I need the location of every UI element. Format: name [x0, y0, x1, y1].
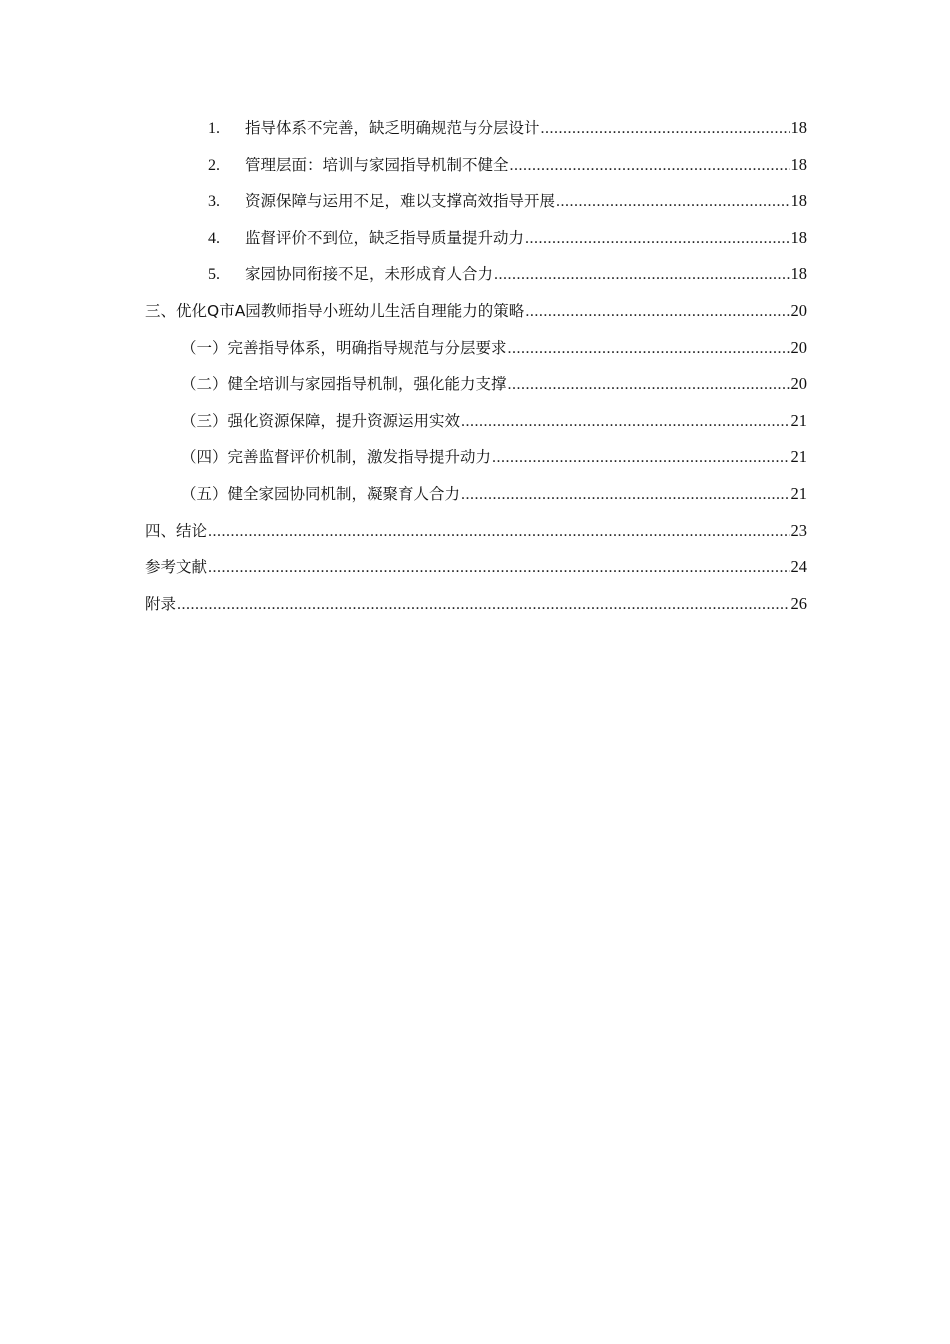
- toc-entry-page: 26: [790, 593, 807, 613]
- toc-entry-page: 18: [790, 154, 807, 174]
- toc-entry-title: （五）健全家园协同机制，凝聚育人合力: [181, 484, 461, 503]
- toc-entry-title: 监督评价不到位，缺乏指导质量提升动力: [245, 228, 525, 247]
- toc-entry[interactable]: [181, 439, 807, 476]
- toc-dot-leader: [461, 404, 789, 441]
- toc-dot-leader: [556, 184, 789, 221]
- toc-entry[interactable]: [181, 403, 807, 440]
- toc-entry-page: 20: [790, 300, 807, 320]
- toc-entry[interactable]: [208, 220, 807, 257]
- toc-entry[interactable]: [145, 549, 807, 586]
- toc-dot-leader: [541, 111, 790, 148]
- toc-entry-title: 四、结论: [145, 521, 208, 540]
- toc-entry-title: （三）强化资源保障，提升资源运用实效: [181, 411, 461, 430]
- table-of-contents: [0, 110, 950, 622]
- toc-entry-number: 2.: [208, 156, 220, 174]
- toc-entry-title: （二）健全培训与家园指导机制，强化能力支撑: [181, 375, 507, 394]
- toc-dot-leader: [525, 294, 789, 331]
- toc-entry[interactable]: [145, 513, 807, 550]
- toc-entry-number: 5.: [208, 266, 220, 284]
- toc-dot-leader: [492, 440, 789, 477]
- toc-dot-leader: [208, 550, 789, 587]
- toc-entry-page: 20: [790, 374, 807, 394]
- toc-entry-page: 24: [790, 557, 807, 577]
- toc-dot-leader: [525, 221, 789, 258]
- toc-entry-title: 三、优化Q市A园教师指导小班幼儿生活自理能力的策略: [145, 301, 525, 320]
- toc-entry[interactable]: [181, 330, 807, 367]
- toc-entry-title: （一）完善指导体系，明确指导规范与分层要求: [181, 338, 507, 357]
- toc-entry[interactable]: [181, 476, 807, 513]
- toc-entry-page: 18: [790, 118, 807, 137]
- toc-entry-title: 管理层面：培训与家园指导机制不健全: [245, 155, 509, 174]
- toc-dot-leader: [508, 331, 790, 368]
- toc-dot-leader: [494, 257, 789, 294]
- toc-entry[interactable]: [208, 183, 807, 220]
- toc-dot-leader: [508, 367, 790, 404]
- toc-entry[interactable]: [181, 366, 807, 403]
- toc-entry-page: 21: [790, 483, 807, 503]
- toc-dot-leader: [208, 514, 789, 551]
- toc-entry-title: 家园协同衔接不足，未形成育人合力: [245, 265, 494, 284]
- toc-entry-title: 参考文献: [145, 558, 208, 577]
- toc-entry-page: 23: [790, 520, 807, 540]
- toc-entry-page: 18: [790, 227, 807, 247]
- toc-entry[interactable]: [145, 293, 807, 330]
- toc-entry-page: 18: [790, 191, 807, 211]
- toc-entry[interactable]: [208, 147, 807, 184]
- toc-entry[interactable]: [145, 586, 807, 623]
- toc-entry-title: 指导体系不完善，缺乏明确规范与分层设计: [245, 119, 540, 137]
- toc-dot-leader: [177, 587, 789, 624]
- toc-entry-number: 4.: [208, 229, 220, 247]
- toc-entry[interactable]: [208, 256, 807, 293]
- toc-entry-title: 资源保障与运用不足，难以支撑高效指导开展: [245, 192, 556, 211]
- toc-entry-number: 1.: [208, 120, 220, 137]
- toc-entry-title: （四）完善监督评价机制，激发指导提升动力: [181, 448, 492, 467]
- toc-entry[interactable]: [208, 110, 807, 147]
- toc-entry-page: 18: [790, 264, 807, 284]
- toc-dot-leader: [510, 148, 790, 185]
- toc-entry-page: 21: [790, 410, 807, 430]
- toc-entry-title: 附录: [145, 594, 177, 613]
- toc-entry-page: 20: [790, 337, 807, 357]
- toc-dot-leader: [461, 477, 789, 514]
- toc-entry-page: 21: [790, 447, 807, 467]
- toc-entry-number: 3.: [208, 193, 220, 211]
